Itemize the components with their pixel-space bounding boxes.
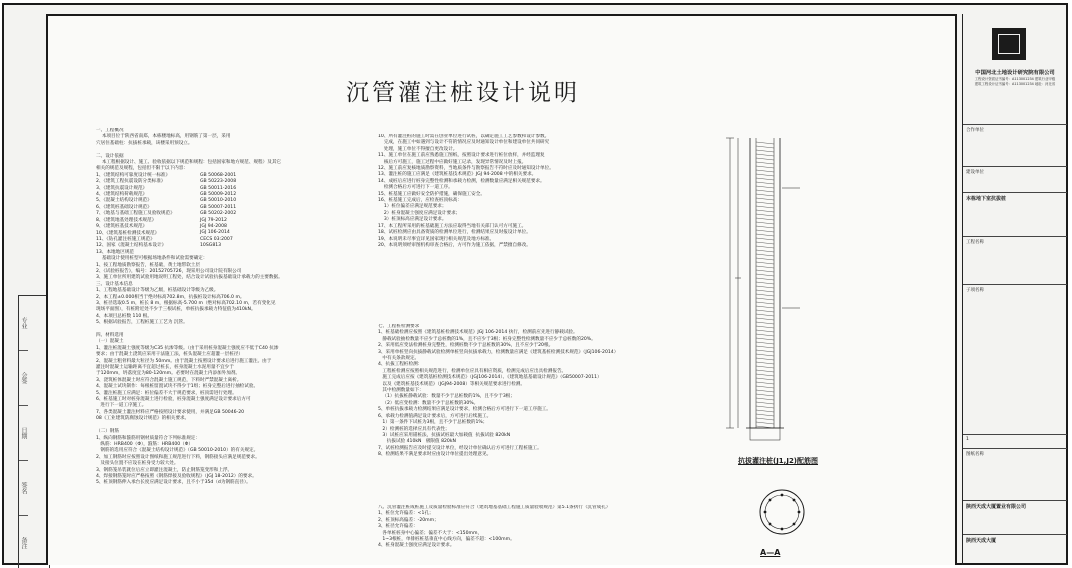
stirrup-line <box>756 242 774 244</box>
note-line: 12、国家《混凝土结构基本设计》 <box>96 243 167 249</box>
stirrup-line <box>756 358 774 360</box>
tb-row-drawing: 图纸名称 <box>963 448 1067 476</box>
note-line: 2、本工程±0.000相当于绝对标高702.8m，抗拔桩设计标高706.0 m。 <box>96 294 245 300</box>
note-line: 3、桩径允许偏差： <box>378 524 418 530</box>
note-line: 处理，施工单位不得擅自更改设计。 <box>378 146 458 152</box>
stirrup-line <box>756 402 774 404</box>
stirrup-line <box>756 202 774 204</box>
note-line: 要求；由于混凝土浇筑应采用干法施工法，桩头混凝土应超灌一层桩径） <box>96 352 244 358</box>
note-line: 6、桩基施工时对桩身混凝土进行检验，桩身混凝土强度满足设计要求后方可 <box>96 397 251 403</box>
title-block <box>962 14 1066 565</box>
note-line: 现场平面图），有桩附近处不少于三根试桩，单桩抗拔承载力特征值为410kN。 <box>96 307 256 313</box>
note-line: 各单桩桩身中心偏差；偏差不大于：<150mm， <box>378 530 483 536</box>
stirrup-line <box>756 362 774 364</box>
note-line: 纵筋：HRB400（Φ），箍筋：HRB400（Φ） <box>96 441 193 447</box>
standard-code: GB 50202-2002 <box>200 211 237 217</box>
standard-code: GB 50010-2010 <box>200 198 237 204</box>
stirrup-line <box>756 406 774 408</box>
note-line: 二、设计依据 <box>96 153 124 159</box>
note-line: 中有关条款规定。 <box>378 356 420 362</box>
note-line: 1）桩位偏差应满足规范要求； <box>378 204 447 210</box>
stirrup-line <box>756 174 774 176</box>
note-line: 3）桩顶标高应满足设计要求。 <box>378 217 447 223</box>
note-line: 2、混凝土粗骨料最大粒径为 50mm。由于混凝土按照设计要求后进行施工灌注。由于 <box>96 358 272 364</box>
pile-base <box>750 428 780 440</box>
stirrup-line <box>756 322 774 324</box>
notes-column-right-bottom <box>378 505 698 568</box>
note-line: （一）混凝土 <box>96 339 124 345</box>
stirrup-line <box>756 294 774 296</box>
stirrup-line <box>756 206 774 208</box>
note-line: （1）抗拔桩静载试验：数量不少于总桩数的1%，且不少于3根； <box>378 394 515 400</box>
note-line: 4、桩身混凝土强度应满足设计要求。 <box>378 543 455 549</box>
note-line: 8、检测结果不满足要求时应由设计单位提出处理意见。 <box>378 452 492 458</box>
standard-code: GB 50011-2016 <box>200 185 237 191</box>
note-line: 10、所有灌注桩的施工时需在创业单位进行试桩，以确定施工工艺参数和设计参数。 <box>378 134 550 139</box>
stirrup-line <box>756 274 774 276</box>
stirrup-line <box>756 146 774 148</box>
note-line: 20、本说明须经审图机构审查合格后，方可作为施工依据，严禁擅自修改。 <box>378 242 531 248</box>
standard-code: 10SG813 <box>200 243 222 249</box>
note-line: 钢筋的选用应符合《混凝土结构设计规范》（GB 50010-2010）的有关规定。 <box>96 448 259 454</box>
stirrup-line <box>756 214 774 216</box>
note-line: 13、灌注桩的施工应满足《建筑桩基技术规范》JGJ 94-2008 中的相关要求。 <box>378 172 537 178</box>
note-line: 施工完成后应按《建筑基桩检测技术规范》（JGJ106-2014）、《建筑地基基础设计规范》（GB50007-2011） <box>378 375 602 381</box>
margin-cell: 会签 <box>19 351 28 406</box>
stirrup-line <box>756 318 774 320</box>
stirrup-line <box>756 254 774 256</box>
note-line: 检测合格后方可进行下一道工序。 <box>378 185 453 191</box>
stirrup-line <box>756 286 774 288</box>
note-line: 15、桩基施工应做好安全防护措施，确保施工安全。 <box>378 191 485 197</box>
tb-row-owner <box>963 500 1067 530</box>
note-line: 4、混凝土试块制作：每根桩留置试块不得少于1组；桩身完整后进行抽检试验。 <box>96 384 259 390</box>
stirrup-line <box>756 394 774 396</box>
stirrup-line <box>756 354 774 356</box>
note-line: 抗拔试验 410kN 极限值 820kN <box>378 439 456 445</box>
stirrup-line <box>756 398 774 400</box>
note-line: 4、抗拔工程桩检测： <box>378 362 423 368</box>
stirrup-line <box>756 298 774 300</box>
margin-cell: 备注 <box>19 516 28 568</box>
note-line: 1、灌注桩混凝土强度等级为C35 抗渗等级。（由于采用桩身混凝土强度应不低于C40 抗渗 <box>96 345 279 351</box>
stirrup-line <box>756 182 774 184</box>
note-line: 于120mm，坍落度宜为80-120mm。必要时在混凝土内添加外加剂。 <box>96 371 241 377</box>
note-line: 及接头位置不应设在桩身受力较大处。 <box>96 461 179 467</box>
stirrup-line <box>756 334 774 336</box>
note-line: 5、桩顶钢筋伸入承台长度应满足设计要求，且不小于35d（d为钢筋直径）。 <box>96 480 251 486</box>
note-line: 10、《建筑基桩检测技术规范》 <box>96 230 160 236</box>
standard-code: GB 50009-2012 <box>200 192 237 197</box>
company-logo <box>992 28 1026 60</box>
stirrup-line <box>756 218 774 220</box>
tb-row-subitem: 工程名称 <box>963 236 1067 266</box>
stirrup-line <box>756 414 774 416</box>
note-line: 08《工业建筑防腐蚀设计规范》的相关要求。 <box>96 416 190 422</box>
stirrup-line <box>756 226 774 228</box>
note-line: 以及《建筑桩基技术规范》（JGJ94-2008）等相关规范要求进行检测。 <box>378 381 525 387</box>
pile-drawing-caption: 抗拔灌注桩(J1,J2)配筋图 <box>738 457 819 465</box>
note-line: 核后方可施工，施工过程中应做好施工记录，发现异常情况及时上报。 <box>378 159 527 165</box>
tb-row-project <box>963 192 1067 222</box>
stirrup-line <box>756 266 774 268</box>
note-line: 2、采用低应变法检测桩身完整性，检测桩数不少于总桩数的30%，且不应少于20根。 <box>378 343 554 349</box>
note-line: 11、《钻孔灌注桩施工规范》 <box>96 236 155 242</box>
pile-reinforcement-drawing <box>720 128 840 448</box>
note-line: 5、《混凝土结构设计规范》 <box>96 198 152 204</box>
note-line: 14、成桩后应进行桩身完整性检测和承载力检测，检测数量应满足相关规范要求。 <box>378 178 545 184</box>
note-line: 八、沉管灌注桩成桩施工及质量检验标准应符合（建筑地基基础工程施工质量验收规范）第5.1条执行（沉管成孔） <box>378 505 611 510</box>
note-line: 1、纵向钢筋和箍筋用钢材质量符合下列标准规定： <box>96 435 200 441</box>
stirrup-line <box>756 326 774 328</box>
note-line: 进行下一道工序施工。 <box>96 403 147 409</box>
note-line: 3）试桩应采用锚桩法，抗拔试桩最大加载值 抗拔试验 820kN <box>378 432 511 438</box>
stirrup-line <box>756 302 774 304</box>
company-details <box>966 77 1064 86</box>
stirrup-line <box>756 238 774 240</box>
standard-code: GB 50223-2008 <box>200 179 237 185</box>
standard-code: GB 50068-2001 <box>200 172 237 178</box>
note-line: 18、试桩检测应由具备资质的检测单位进行，检测结果应及时报设计单位。 <box>378 230 531 236</box>
note-line: 7、试桩检测报告应及时提交设计单位，经设计单位确认后方可进行工程桩施工。 <box>378 445 542 451</box>
note-line: 七、工程桩检测要求 <box>378 324 420 329</box>
note-line: 3、施工单位所用建筑试验用地说明工程处，结合设计试验抗拔基础设计承载力的主要数据。 <box>96 275 283 281</box>
note-line: 2、加工钢筋时应按照设计图纸和施工规范进行下料，钢筋接头应满足规范要求。 <box>96 454 260 460</box>
note-line: （二）钢筋 <box>96 429 119 435</box>
stirrup-line <box>756 386 774 388</box>
stirrup-line <box>756 410 774 412</box>
stirrup-line <box>756 382 774 384</box>
margin-cell: 日期 <box>19 406 28 461</box>
note-line: 7、《地基与基础工程施工及验收规范》 <box>96 211 175 217</box>
note-line: 4、焊接钢筋笼时应严格按照《钢筋焊接及验收规程》（JGJ 18-2012）的要求。 <box>96 473 257 479</box>
stirrup-line <box>756 190 774 192</box>
note-line: 静载试验抽检数量不应少于总桩数的1%，且不应少于3根；桩身完整性检测数量不应少于总桩数的20%。 <box>378 336 596 342</box>
note-line: 穴居住基础柱：抗拔桩承载，该楼采用预设立。 <box>96 140 193 146</box>
stirrup-line <box>756 222 774 224</box>
stirrup-line <box>756 150 774 152</box>
note-line: 4、《建筑结构荷载规范》 <box>96 192 148 198</box>
note-line: 5、单桩抗拔承载力检测结果应满足设计要求，检测合格后方可进行下一道工序施工。 <box>378 407 551 413</box>
stirrup-line <box>756 250 774 252</box>
stirrup-line <box>756 306 774 308</box>
stirrup-line <box>756 366 774 368</box>
stirrup-line <box>756 418 774 420</box>
note-line: 基础设计使用桩型可根据场地条件和试验需要确定： <box>96 256 208 262</box>
tb-row-client: 建设单位 <box>963 166 1067 180</box>
note-line: 7、各类混凝土灌注材料应严格按照设计要求使用，并满足GB 50046-20 <box>96 409 245 415</box>
note-line: 2、《建筑工程抗震设防分类标准》 <box>96 179 166 185</box>
stirrup-line <box>756 278 774 280</box>
stirrup-line <box>756 230 774 232</box>
stirrup-line <box>756 282 774 284</box>
company-detail-line: 建筑工程设计证书编号：A113001234 地址：河北省 <box>974 81 1056 86</box>
note-line: 1、桩基础检测应按照《建筑基桩检测技术规范》JGJ 106-2014 执行，检测前应先进行静载试验。 <box>378 330 578 336</box>
note-line: 工程桩检测应按照相关规范进行，检测单位应具有相应资质，检测完成后应出具检测报告。 <box>378 368 567 374</box>
note-line: 三、设计基本信息 <box>96 281 133 287</box>
stirrup-line <box>756 170 774 172</box>
stirrup-line <box>756 210 774 212</box>
note-line: 2、桩顶标高偏差：-20mm； <box>378 517 439 523</box>
tb-row-sheet-no: 1 <box>963 434 1067 448</box>
note-line: 2、《试验桩报告》，编号：20152705726，现采用公司设计院有限公司 <box>96 268 242 274</box>
stirrup-line <box>756 198 774 200</box>
section-rebar-dots <box>764 494 801 531</box>
note-line: 16、桩基施工完成后，应检查桩顶标高： <box>378 198 462 204</box>
stirrup-line <box>756 262 774 264</box>
note-line: 3、浇筑桩体混凝土时应符合混凝土施工规范，下料时严禁混凝土离析。 <box>96 377 242 383</box>
note-line: 11、施工单位在施工前应熟悉施工图纸，按照设计要求进行桩位放样，并经监理复 <box>378 153 545 159</box>
note-line: 8、《建筑地基处理技术规范》 <box>96 217 157 223</box>
note-line: 其中检测数量如下： <box>378 388 424 394</box>
tb-row-sheet-name: 子项名称 <box>963 284 1067 314</box>
stirrup-line <box>756 374 774 376</box>
standard-code: GB 50007-2011 <box>200 204 237 210</box>
tb-row-building <box>963 534 1067 565</box>
note-line: 19、本说明未尽事宜详见国家现行相关规范及地方标准。 <box>378 236 495 242</box>
note-line: 13、本地地区规范 <box>96 249 135 255</box>
margin-cell: 签名 <box>19 461 28 516</box>
stirrup-line <box>756 390 774 392</box>
note-line: 5、根据试验报告，工程桩施工工艺为 沉管。 <box>96 320 188 326</box>
stirrup-line <box>756 290 774 292</box>
note-line: 9、《建筑桩基技术规范》 <box>96 224 148 230</box>
stirrup-line <box>756 346 774 348</box>
note-line: 完成，在施工中如遇到与设计不符的情况应及时通知设计单位和建设单位共同研究 <box>378 140 550 146</box>
document-title: 沉管灌注桩设计说明 <box>346 80 580 106</box>
note-line: 2）检测桩的选择应具有代表性； <box>378 426 450 432</box>
standard-code: JGJ 106-2014 <box>200 230 230 236</box>
stirrup-line <box>756 422 774 424</box>
stirrup-hatching <box>756 142 774 428</box>
note-line: 1、按工程地质勘察报告，桩基础，黄土地带软土层 <box>96 262 200 268</box>
section-outer-circle <box>760 490 804 534</box>
note-line: 1、桩位允许偏差：<1孔； <box>378 511 434 517</box>
note-line: 6、承载力检测值满足设计要求后，方可进行后续施工。 <box>378 413 492 419</box>
stirrup-line <box>756 310 774 312</box>
tb-building-name: 陕西天成大厦 <box>966 538 997 544</box>
standard-code: CECS 03:2007 <box>200 236 233 242</box>
note-line: 1）第一条件下试桩为3根，且不少于总桩数的1%； <box>378 420 488 426</box>
note-line: 本项目位于陕西省南郑，本栋楼地标高，用钢筋了第一层，采用 <box>96 134 231 140</box>
stirrup-line <box>756 178 774 180</box>
note-line: 3、《建筑抗震设计规范》 <box>96 185 148 191</box>
note-line: 3、钢筋笼吊装就位后应立即灌注混凝土，防止钢筋笼变形和上浮。 <box>96 467 233 473</box>
note-line: 5、灌注桩施工应满足：桩位偏差不大于规范要求，桩顶需进行处理。 <box>96 390 237 396</box>
note-line: 3、采用单桩竖向抗拔静载试验检测单桩竖向抗拔承载力，检测数量应满足《建筑基桩检测技术规范》（JGJ106-2014） <box>378 349 619 355</box>
company-name: 中国河北土地设计研究院有限公司 <box>975 70 1055 76</box>
stirrup-line <box>756 166 774 168</box>
stirrup-line <box>756 378 774 380</box>
stirrup-line <box>756 162 774 164</box>
stirrup-line <box>756 314 774 316</box>
notes-column-right-top <box>378 134 666 324</box>
note-line: 6、《建筑桩基础设计规范》 <box>96 204 152 210</box>
note-line: 4、本项目总桩数 110 根。 <box>96 313 152 319</box>
stirrup-line <box>756 142 774 144</box>
stirrup-line <box>756 186 774 188</box>
margin-cell: 专业 <box>19 296 28 351</box>
stirrup-line <box>756 158 774 160</box>
stirrup-line <box>756 246 774 248</box>
note-line: 12、施工前应复核地质勘察资料，当地质条件与勘察报告不符时应及时通知设计单位。 <box>378 166 554 172</box>
note-line: 相关的规范及规程，包括但不限于以下内容： <box>96 166 188 172</box>
stirrup-line <box>756 338 774 340</box>
note-line: 一、工程概况 <box>96 128 124 133</box>
stirrup-line <box>756 350 774 352</box>
stirrup-line <box>756 270 774 272</box>
standard-code: JGJ 79-2012 <box>200 217 227 223</box>
stirrup-line <box>756 330 774 332</box>
section-aa-caption: A—A <box>760 548 781 557</box>
standard-code: JGJ 94-2008 <box>200 224 227 229</box>
tb-row-partner: 合作单位 <box>963 124 1067 138</box>
company-detail-line: 工程设计资质证书编号：A113001234 建筑行业甲级 <box>974 77 1056 81</box>
note-line: 四、材料选用 <box>96 333 124 338</box>
stirrup-line <box>756 258 774 260</box>
section-aa-drawing <box>752 482 812 544</box>
note-line: 本工程根据设计、施工、验收依据以下规范和规程：包括国家和地方规范、规程）及其它 <box>96 160 282 166</box>
note-line: 1、《建筑结构可靠度设计统一标准》 <box>96 172 171 178</box>
tb-client-name: 陕西天成大厦置业有限公司 <box>966 504 1027 510</box>
note-line: 1~3根桩，单排桩桩基垂直中心线方向，偏差不超：<100mm。 <box>378 537 515 543</box>
tb-project-name: 本栋地下室抗拔桩 <box>966 196 1007 202</box>
stirrup-line <box>756 342 774 344</box>
stirrup-line <box>756 154 774 156</box>
note-line: 17、本工程所采用的桩基础施工方法应取得当地有关部门认可方可施工。 <box>378 223 527 229</box>
note-line: 1、工程地基基础设计等级为乙级，桩基础设计等级为乙级。 <box>96 288 219 294</box>
note-line: 灌注时混凝土运输距离不宜超过桩长，桩身混凝土水泥用量不宜少于 <box>96 365 234 371</box>
stirrup-line <box>756 194 774 196</box>
stirrup-line <box>756 234 774 236</box>
note-line: 3、桩径选取0.5 m，桩长 8 m，根据标高-5.700 m（绝对标高702.10 m，若有变化见 <box>96 300 276 306</box>
note-line: （2）低应变检测：数量不少于总桩数的30%。 <box>378 400 479 406</box>
stirrup-line <box>756 370 774 372</box>
note-line: 2）桩身混凝土强度应满足设计要求； <box>378 210 461 216</box>
